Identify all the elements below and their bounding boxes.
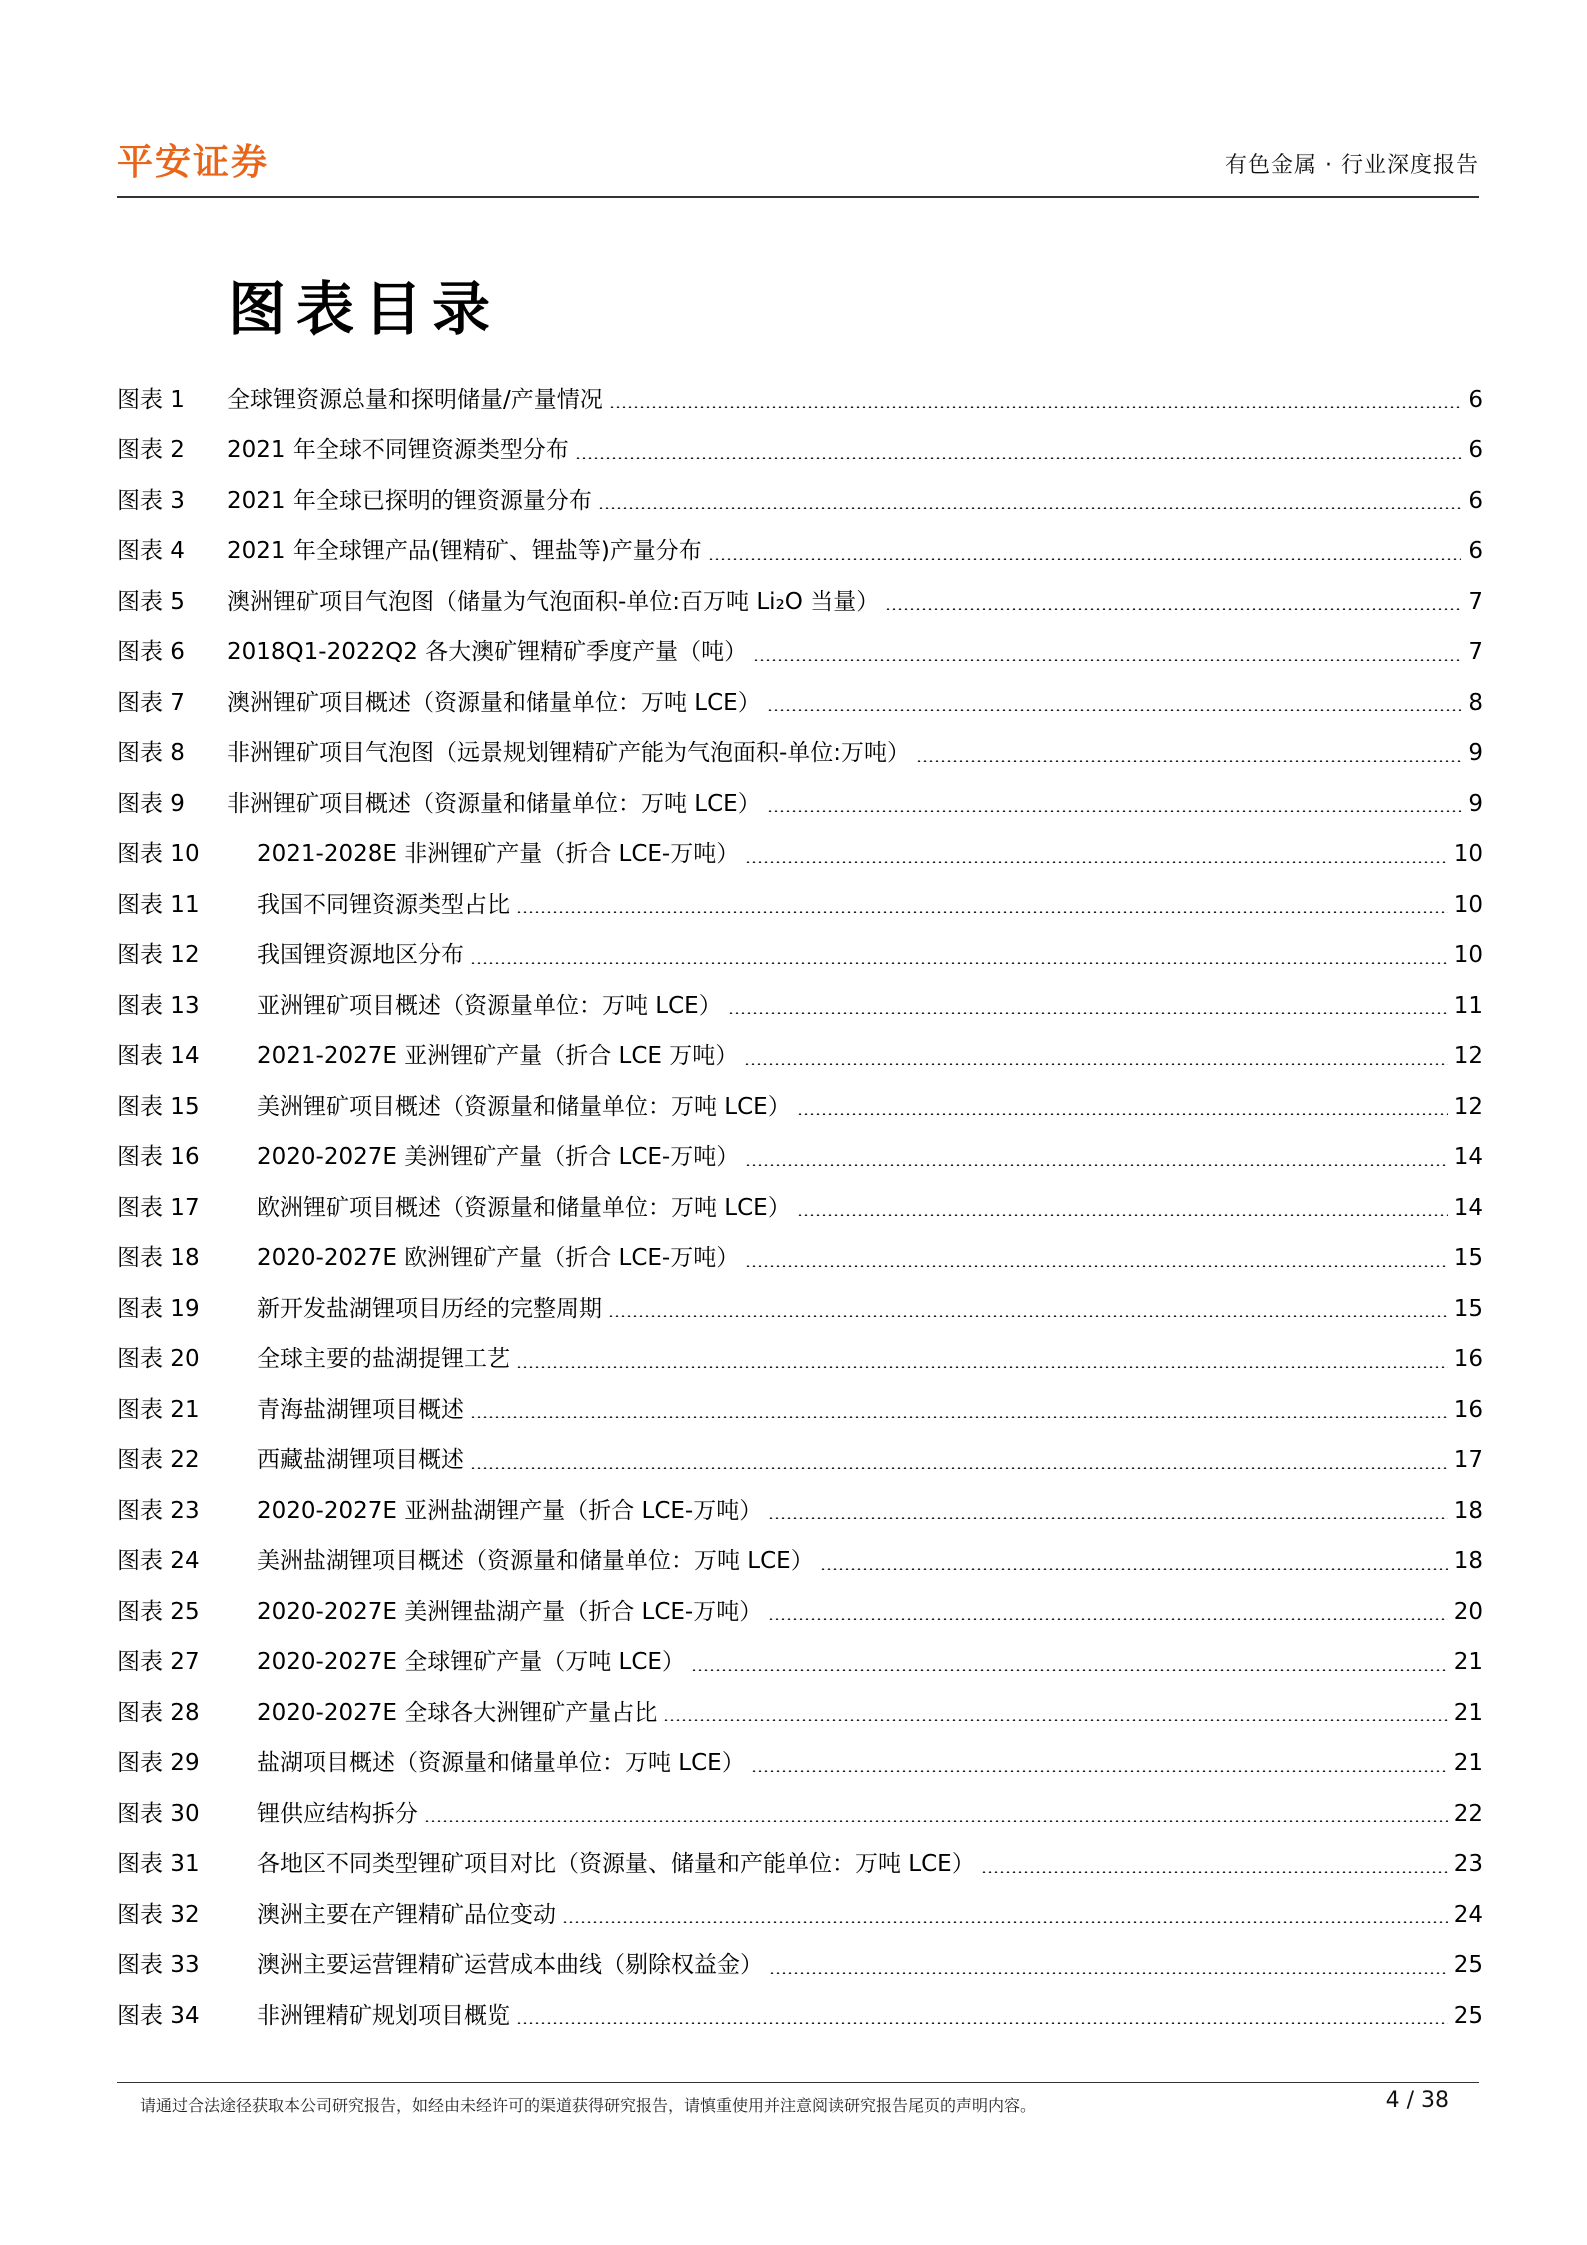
toc-entry[interactable] xyxy=(117,375,1483,426)
toc-entry-title: 2018Q1-2022Q2 各大澳矿锂精矿季度产量（吨） xyxy=(227,639,748,666)
toc-entry-label: 图表 6 xyxy=(117,639,185,666)
toc-dot-leader xyxy=(516,2022,1448,2024)
toc-entry[interactable] xyxy=(117,779,1483,830)
toc-entry-page: 6 xyxy=(1468,487,1483,514)
toc-dot-leader xyxy=(663,1719,1448,1721)
toc-dot-leader xyxy=(728,1012,1448,1014)
toc-entry-page: 24 xyxy=(1453,1901,1483,1928)
toc-entry-page: 10 xyxy=(1453,891,1483,918)
toc-dot-leader xyxy=(751,1770,1448,1772)
toc-entry-title: 青海盐湖锂项目概述 xyxy=(257,1396,464,1423)
toc-entry-title: 锂供应结构拆分 xyxy=(257,1800,418,1827)
toc-entry-label: 图表 33 xyxy=(117,1952,200,1979)
toc-entry-page: 7 xyxy=(1468,588,1483,615)
toc-entry-label: 图表 29 xyxy=(117,1750,200,1777)
toc-dot-leader xyxy=(753,659,1461,661)
toc-entry-title: 澳洲主要运营锂精矿运营成本曲线（剔除权益金） xyxy=(257,1952,763,1979)
toc-dot-leader xyxy=(769,1972,1448,1974)
toc-entry-title: 亚洲锂矿项目概述（资源量单位：万吨 LCE） xyxy=(257,992,722,1019)
footer-divider xyxy=(117,2082,1479,2083)
toc-entry[interactable] xyxy=(117,1284,1483,1335)
toc-entry-label: 图表 2 xyxy=(117,437,185,464)
toc-dot-leader xyxy=(744,1063,1447,1065)
toc-entry[interactable] xyxy=(117,1941,1483,1992)
toc-entry[interactable] xyxy=(117,1537,1483,1588)
toc-dot-leader xyxy=(916,760,1461,762)
toc-entry-page: 18 xyxy=(1453,1497,1483,1524)
toc-dot-leader xyxy=(608,1315,1448,1317)
toc-dot-leader xyxy=(516,1366,1448,1368)
toc-entry-label: 图表 17 xyxy=(117,1194,200,1221)
toc-entry-title: 我国锂资源地区分布 xyxy=(257,942,464,969)
toc-dot-leader xyxy=(768,1517,1447,1519)
toc-entry-title: 2020-2027E 欧洲锂矿产量（折合 LCE-万吨） xyxy=(257,1245,740,1272)
toc-entry-title: 各地区不同类型锂矿项目对比（资源量、储量和产能单位：万吨 LCE） xyxy=(257,1851,975,1878)
page-title: 图表目录 xyxy=(228,275,501,343)
toc-entry[interactable] xyxy=(117,1183,1483,1234)
toc-entry-label: 图表 28 xyxy=(117,1699,200,1726)
toc-entry-label: 图表 18 xyxy=(117,1245,200,1272)
toc-entry-page: 23 xyxy=(1453,1851,1483,1878)
toc-entry-title: 2021-2028E 非洲锂矿产量（折合 LCE-万吨） xyxy=(257,841,740,868)
toc-entry-page: 18 xyxy=(1453,1548,1483,1575)
toc-entry-label: 图表 10 xyxy=(117,841,200,868)
footer-disclaimer: 请通过合法途径获取本公司研究报告，如经由未经许可的渠道获得研究报告，请慎重使用并注意阅读研究报告尾页的声明内容。 xyxy=(140,2096,1037,2115)
company-logo: 平安证券 xyxy=(117,142,270,183)
toc-entry-page: 22 xyxy=(1453,1800,1483,1827)
toc-entry-title: 全球锂资源总量和探明储量/产量情况 xyxy=(227,386,603,413)
toc-entry-title: 全球主要的盐湖提锂工艺 xyxy=(257,1346,510,1373)
page-number: 4 / 38 xyxy=(1385,2088,1449,2113)
toc-entry-label: 图表 31 xyxy=(117,1851,200,1878)
report-category: 有色金属 · 行业深度报告 xyxy=(1225,153,1479,178)
toc-entry-title: 欧洲锂矿项目概述（资源量和储量单位：万吨 LCE） xyxy=(257,1194,791,1221)
toc-dot-leader xyxy=(745,1265,1447,1267)
toc-entry-page: 10 xyxy=(1453,942,1483,969)
toc-entry-page: 25 xyxy=(1453,2002,1483,2029)
toc-entry[interactable] xyxy=(117,1335,1483,1386)
page-header xyxy=(117,126,1479,198)
toc-dot-leader xyxy=(575,457,1461,459)
toc-entry-page: 10 xyxy=(1453,841,1483,868)
toc-entry[interactable] xyxy=(117,1991,1483,2042)
toc-entry-label: 图表 23 xyxy=(117,1497,200,1524)
toc-entry-title: 2021 年全球已探明的锂资源量分布 xyxy=(227,487,592,514)
toc-entry-page: 6 xyxy=(1468,538,1483,565)
toc-entry-label: 图表 11 xyxy=(117,891,200,918)
toc-entry-title: 我国不同锂资源类型占比 xyxy=(257,891,510,918)
toc-entry-page: 21 xyxy=(1453,1649,1483,1676)
toc-dot-leader xyxy=(745,861,1447,863)
toc-entry-page: 25 xyxy=(1453,1952,1483,1979)
toc-entry[interactable] xyxy=(117,1638,1483,1689)
toc-entry-page: 8 xyxy=(1468,689,1483,716)
toc-entry[interactable] xyxy=(117,931,1483,982)
toc-entry-page: 7 xyxy=(1468,639,1483,666)
toc-entry-label: 图表 16 xyxy=(117,1144,200,1171)
toc-entry[interactable] xyxy=(117,1890,1483,1941)
toc-entry[interactable] xyxy=(117,476,1483,527)
toc-entry-title: 盐湖项目概述（资源量和储量单位：万吨 LCE） xyxy=(257,1750,745,1777)
toc-entry-page: 14 xyxy=(1453,1144,1483,1171)
toc-entry[interactable] xyxy=(117,577,1483,628)
toc-entry[interactable] xyxy=(117,1587,1483,1638)
toc-entry-page: 12 xyxy=(1453,1093,1483,1120)
toc-entry-title: 澳洲锂矿项目概述（资源量和储量单位：万吨 LCE） xyxy=(227,689,761,716)
toc-entry-title: 新开发盐湖锂项目历经的完整周期 xyxy=(257,1295,602,1322)
toc-entry-title: 2020-2027E 全球各大洲锂矿产量占比 xyxy=(257,1699,658,1726)
toc-entry-page: 17 xyxy=(1453,1447,1483,1474)
toc-dot-leader xyxy=(598,507,1461,509)
toc-entry-title: 美洲锂矿项目概述（资源量和储量单位：万吨 LCE） xyxy=(257,1093,791,1120)
toc-entry[interactable] xyxy=(117,1789,1483,1840)
toc-entry-page: 16 xyxy=(1453,1346,1483,1373)
toc-entry-title: 2021-2027E 亚洲锂矿产量（折合 LCE 万吨） xyxy=(257,1043,739,1070)
toc-entry-label: 图表 27 xyxy=(117,1649,200,1676)
toc-entry-page: 9 xyxy=(1468,740,1483,767)
toc-entry-page: 15 xyxy=(1453,1295,1483,1322)
toc-entry-title: 2021 年全球锂产品(锂精矿、锂盐等)产量分布 xyxy=(227,538,702,565)
toc-entry[interactable] xyxy=(117,1436,1483,1487)
toc-entry[interactable] xyxy=(117,1688,1483,1739)
toc-entry[interactable] xyxy=(117,1840,1483,1891)
toc-entry[interactable] xyxy=(117,426,1483,477)
toc-entry-page: 11 xyxy=(1453,992,1483,1019)
toc-entry-page: 16 xyxy=(1453,1396,1483,1423)
toc-entry-label: 图表 8 xyxy=(117,740,185,767)
toc-entry-page: 15 xyxy=(1453,1245,1483,1272)
toc-entry-label: 图表 14 xyxy=(117,1043,200,1070)
toc-dot-leader xyxy=(708,558,1461,560)
toc-dot-leader xyxy=(797,1214,1448,1216)
toc-entry[interactable] xyxy=(117,678,1483,729)
toc-entry-page: 20 xyxy=(1453,1598,1483,1625)
toc-entry-label: 图表 12 xyxy=(117,942,200,969)
toc-entry[interactable] xyxy=(117,628,1483,679)
toc-entry-label: 图表 7 xyxy=(117,689,185,716)
toc-entry[interactable] xyxy=(117,1082,1483,1133)
toc-entry[interactable] xyxy=(117,1133,1483,1184)
toc-dot-leader xyxy=(767,810,1461,812)
toc-entry-title: 澳洲锂矿项目气泡图（储量为气泡面积-单位:百万吨 Li₂O 当量） xyxy=(227,588,880,615)
toc-entry-label: 图表 34 xyxy=(117,2002,200,2029)
toc-entry-page: 6 xyxy=(1468,386,1483,413)
toc-entry-label: 图表 19 xyxy=(117,1295,200,1322)
toc-entry-page: 21 xyxy=(1453,1750,1483,1777)
toc-entry-title: 2020-2027E 美洲锂矿产量（折合 LCE-万吨） xyxy=(257,1144,740,1171)
toc-entry[interactable] xyxy=(117,880,1483,931)
toc-dot-leader xyxy=(745,1164,1447,1166)
toc-entry[interactable] xyxy=(117,729,1483,780)
toc-dot-leader xyxy=(797,1113,1448,1115)
toc-entry-page: 6 xyxy=(1468,437,1483,464)
toc-entry-page: 12 xyxy=(1453,1043,1483,1070)
toc-entry-label: 图表 3 xyxy=(117,487,185,514)
toc-entry[interactable] xyxy=(117,1032,1483,1083)
toc-dot-leader xyxy=(516,911,1448,913)
toc-entry-label: 图表 20 xyxy=(117,1346,200,1373)
toc-entry-label: 图表 1 xyxy=(117,386,185,413)
toc-entry-label: 图表 25 xyxy=(117,1598,200,1625)
toc-entry-label: 图表 22 xyxy=(117,1447,200,1474)
toc-dot-leader xyxy=(470,1467,1448,1469)
toc-dot-leader xyxy=(885,608,1461,610)
toc-entry-page: 21 xyxy=(1453,1699,1483,1726)
toc-entry-title: 西藏盐湖锂项目概述 xyxy=(257,1447,464,1474)
toc-entry-title: 非洲锂精矿规划项目概览 xyxy=(257,2002,510,2029)
toc-dot-leader xyxy=(981,1871,1448,1873)
toc-entry-label: 图表 32 xyxy=(117,1901,200,1928)
toc-entry-label: 图表 30 xyxy=(117,1800,200,1827)
toc-entry-title: 2021 年全球不同锂资源类型分布 xyxy=(227,437,569,464)
toc-entry[interactable] xyxy=(117,981,1483,1032)
toc-dot-leader xyxy=(768,1618,1447,1620)
toc-entry-title: 非洲锂矿项目概述（资源量和储量单位：万吨 LCE） xyxy=(227,790,761,817)
toc-entry-label: 图表 4 xyxy=(117,538,185,565)
toc-entry[interactable] xyxy=(117,1739,1483,1790)
toc-entry-label: 图表 5 xyxy=(117,588,185,615)
toc-entry-title: 2020-2027E 亚洲盐湖锂产量（折合 LCE-万吨） xyxy=(257,1497,763,1524)
toc-dot-leader xyxy=(470,1416,1448,1418)
toc-entry-page: 9 xyxy=(1468,790,1483,817)
toc-dot-leader xyxy=(820,1568,1448,1570)
toc-dot-leader xyxy=(691,1669,1448,1671)
toc-entry-title: 美洲盐湖锂项目概述（资源量和储量单位：万吨 LCE） xyxy=(257,1548,814,1575)
toc-dot-leader xyxy=(424,1820,1448,1822)
toc-entry-title: 2020-2027E 全球锂矿产量（万吨 LCE） xyxy=(257,1649,685,1676)
toc-dot-leader xyxy=(562,1921,1448,1923)
toc-entry-label: 图表 9 xyxy=(117,790,185,817)
toc-entry-title: 非洲锂矿项目气泡图（远景规划锂精矿产能为气泡面积-单位:万吨） xyxy=(227,740,911,767)
toc-dot-leader xyxy=(767,709,1461,711)
toc-dot-leader xyxy=(470,962,1448,964)
toc-entry-title: 澳洲主要在产锂精矿品位变动 xyxy=(257,1901,556,1928)
toc-entry[interactable] xyxy=(117,830,1483,881)
toc-entry[interactable] xyxy=(117,1234,1483,1285)
toc-entry[interactable] xyxy=(117,1486,1483,1537)
toc-entry-label: 图表 24 xyxy=(117,1548,200,1575)
toc-entry-title: 2020-2027E 美洲锂盐湖产量（折合 LCE-万吨） xyxy=(257,1598,763,1625)
toc-entry[interactable] xyxy=(117,527,1483,578)
toc-dot-leader xyxy=(609,406,1461,408)
toc-entry-page: 14 xyxy=(1453,1194,1483,1221)
toc-entry-label: 图表 13 xyxy=(117,992,200,1019)
toc-entry-label: 图表 15 xyxy=(117,1093,200,1120)
toc-entry-label: 图表 21 xyxy=(117,1396,200,1423)
toc-list xyxy=(117,375,1483,2042)
toc-entry[interactable] xyxy=(117,1385,1483,1436)
